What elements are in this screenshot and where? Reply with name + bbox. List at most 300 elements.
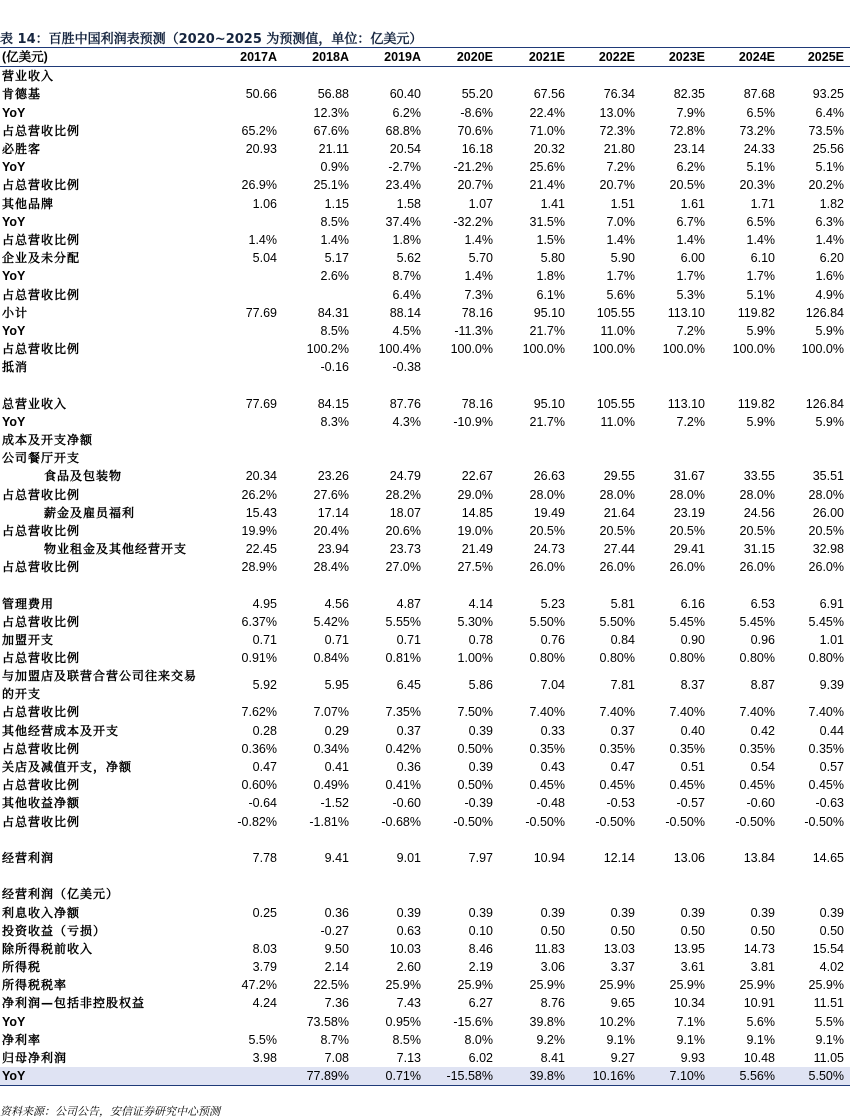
row-value: 2.19 [468, 960, 493, 975]
header-year: 2025E [781, 48, 850, 67]
row-value: 7.9% [676, 105, 705, 120]
row-value [355, 431, 427, 449]
row-value: 3.61 [680, 960, 705, 975]
row-value: 100.4% [378, 342, 421, 357]
table-row [0, 85, 850, 103]
row-label: 必胜客 [2, 142, 42, 157]
row-value: 76.34 [603, 87, 635, 102]
table-row [0, 631, 850, 649]
row-value [571, 376, 641, 394]
row-value: 25.9% [385, 978, 421, 993]
row-value: 68.8% [385, 123, 421, 138]
row-value [205, 376, 283, 394]
row-value: 25.9% [599, 978, 635, 993]
row-value: 5.9% [746, 323, 775, 338]
table-row [0, 322, 850, 340]
table-row [0, 794, 850, 812]
row-label: 占总营收比例 [2, 232, 81, 247]
row-value: -0.38 [392, 360, 421, 375]
row-value [711, 576, 781, 594]
row-value: 0.10 [468, 923, 493, 938]
row-value: 100.0% [732, 342, 775, 357]
row-value [205, 831, 283, 849]
row-value: 13.06 [673, 850, 705, 865]
row-label: 企业及未分配 [2, 251, 81, 266]
row-value [571, 831, 641, 849]
table-row [0, 285, 850, 303]
row-value: 15.54 [812, 941, 844, 956]
row-value: 27.6% [313, 487, 349, 502]
row-value [355, 885, 427, 903]
table-title: 表 14：百胜中国利润表预测（2020~2025 为预测值，单位：亿美元） [0, 32, 423, 47]
row-label: YoY [2, 269, 26, 284]
table-row [0, 1013, 850, 1031]
row-value: 5.9% [815, 323, 844, 338]
row-value: 100.0% [450, 342, 493, 357]
row-value [427, 449, 499, 467]
row-value: 0.9% [320, 160, 349, 175]
row-value: -8.6% [460, 105, 493, 120]
row-value: 20.93 [245, 142, 277, 157]
row-value: 0.41 [324, 760, 349, 775]
row-value: 0.28 [252, 723, 277, 738]
row-label: 占总营收比例 [2, 705, 81, 720]
table-row [0, 122, 850, 140]
header-year: 2022E [571, 48, 641, 67]
row-value: 113.10 [667, 305, 705, 320]
row-value: 20.54 [389, 142, 421, 157]
row-value [205, 267, 283, 285]
row-value: 20.5% [529, 523, 565, 538]
row-value: 25.6% [529, 160, 565, 175]
row-value: 4.3% [392, 414, 421, 429]
table-row [0, 140, 850, 158]
row-value: 0.71 [396, 633, 421, 648]
row-value: 0.91% [241, 651, 277, 666]
row-value [427, 576, 499, 594]
row-value: 11.0% [600, 323, 635, 338]
row-value: -1.81% [309, 814, 349, 829]
row-value: 0.35% [599, 741, 635, 756]
row-value: 0.71% [355, 1067, 427, 1086]
row-value: 95.10 [533, 305, 565, 320]
row-value: 37.4% [385, 214, 421, 229]
row-value: 5.56% [711, 1067, 781, 1086]
row-value: 22.5% [313, 978, 349, 993]
table-row [0, 486, 850, 504]
row-value [205, 867, 283, 885]
row-value: 1.4% [320, 232, 349, 247]
row-value: 26.0% [669, 560, 705, 575]
row-value: 6.00 [680, 251, 705, 266]
row-label: YoY [0, 1067, 205, 1086]
row-value: 8.7% [392, 269, 421, 284]
row-value: 9.27 [610, 1051, 635, 1066]
row-value [641, 831, 711, 849]
row-label: 抵消 [2, 360, 29, 375]
table-row [0, 740, 850, 758]
row-value: 1.01 [819, 633, 844, 648]
row-value [283, 431, 355, 449]
row-value: 72.8% [669, 123, 705, 138]
row-value: 13.03 [603, 941, 635, 956]
row-value: 22.45 [245, 542, 277, 557]
row-value: 5.17 [324, 251, 349, 266]
row-value [781, 358, 850, 376]
row-value: 1.51 [610, 196, 635, 211]
row-value [205, 340, 283, 358]
row-value: -11.3% [454, 323, 493, 338]
row-value [205, 158, 283, 176]
row-value: 20.5% [808, 523, 844, 538]
row-value [499, 576, 571, 594]
row-value [205, 322, 283, 340]
row-value: 5.50% [781, 1067, 850, 1086]
source-note: 资料来源：公司公告，安信证券研究中心预测 [0, 1105, 220, 1118]
row-value: 17.14 [317, 505, 349, 520]
table-row [0, 504, 850, 522]
row-value: 11.83 [534, 941, 565, 956]
row-value: 6.3% [815, 214, 844, 229]
row-value: 7.81 [610, 678, 635, 693]
table-row [0, 558, 850, 576]
row-value: 4.87 [396, 596, 421, 611]
row-label: YoY [2, 214, 26, 229]
row-value: 82.35 [673, 87, 705, 102]
row-value: 5.5% [815, 1014, 844, 1029]
row-value: 23.94 [317, 542, 349, 557]
row-value: 0.80% [739, 651, 775, 666]
row-value: -0.16 [320, 360, 349, 375]
row-value: 9.01 [396, 850, 421, 865]
row-label: 所得税 [2, 960, 42, 975]
row-value: 0.39 [819, 905, 844, 920]
table-row [0, 1049, 850, 1067]
row-value: 8.37 [680, 678, 705, 693]
row-value: 19.9% [241, 523, 277, 538]
row-value: 9.1% [676, 1032, 705, 1047]
row-value [711, 67, 781, 86]
table-row [0, 576, 850, 594]
row-value: 60.40 [389, 87, 421, 102]
row-value: 84.15 [317, 396, 349, 411]
row-value [781, 867, 850, 885]
row-value: 7.78 [252, 850, 277, 865]
row-value: 29.0% [457, 487, 493, 502]
row-label: 加盟开支 [2, 633, 55, 648]
row-value [571, 449, 641, 467]
row-value: 7.1% [676, 1014, 705, 1029]
row-value: 100.0% [801, 342, 844, 357]
row-value: 10.94 [533, 850, 565, 865]
row-value: 25.9% [529, 978, 565, 993]
row-value: 0.54 [750, 760, 775, 775]
row-value [205, 213, 283, 231]
row-value: 5.9% [746, 414, 775, 429]
row-value [641, 576, 711, 594]
row-value [781, 831, 850, 849]
row-value: 7.40% [529, 705, 565, 720]
row-value: 26.9% [241, 178, 277, 193]
row-value: 31.15 [743, 542, 775, 557]
row-value: 5.95 [324, 678, 349, 693]
row-value: 6.10 [750, 251, 775, 266]
row-value: 0.50 [610, 923, 635, 938]
row-value: 77.89% [283, 1067, 355, 1086]
row-label: 占总营收比例 [2, 741, 81, 756]
row-value: 23.14 [673, 142, 705, 157]
row-label: 关店及减值开支，净额 [2, 760, 133, 775]
row-value: 0.57 [819, 760, 844, 775]
row-value: 78.16 [461, 396, 493, 411]
row-value: 6.45 [396, 678, 421, 693]
row-value: 87.76 [389, 396, 421, 411]
row-value: 5.6% [746, 1014, 775, 1029]
row-value: 6.02 [468, 1051, 493, 1066]
row-value: 5.92 [252, 678, 277, 693]
row-value: 13.84 [743, 850, 775, 865]
row-value: 100.2% [306, 342, 349, 357]
row-value [499, 831, 571, 849]
row-label: 占总营收比例 [2, 487, 81, 502]
row-label: 薪金及雇员福利 [44, 505, 136, 520]
row-value: 20.5% [739, 523, 775, 538]
row-label: 食品及包装物 [44, 469, 123, 484]
row-value: 26.0% [808, 560, 844, 575]
row-value: 5.42% [313, 614, 349, 629]
row-value: 0.37 [610, 723, 635, 738]
table-row [0, 994, 850, 1012]
row-value: 4.14 [468, 596, 493, 611]
row-value: 1.8% [392, 232, 421, 247]
row-label [0, 831, 205, 849]
row-value: 5.45% [739, 614, 775, 629]
row-value: 21.80 [603, 142, 635, 157]
row-value: 27.0% [385, 560, 421, 575]
row-value: 0.76 [540, 633, 565, 648]
row-value: 4.9% [815, 287, 844, 302]
row-value: 1.00% [457, 651, 493, 666]
header-year: 2024E [711, 48, 781, 67]
row-value: 27.5% [457, 560, 493, 575]
row-value: 1.41 [540, 196, 565, 211]
row-value: 126.84 [805, 305, 844, 320]
row-value: 7.97 [468, 850, 493, 865]
row-value: 0.41% [385, 778, 421, 793]
row-value: 6.91 [819, 596, 844, 611]
row-label: 所得税税率 [2, 978, 68, 993]
table-body [0, 67, 850, 1086]
row-label: 占总营收比例 [2, 778, 81, 793]
row-value: 25.9% [669, 978, 705, 993]
row-label: 物业租金及其他经营开支 [44, 542, 188, 557]
row-label: 肯德基 [2, 87, 42, 102]
row-value [205, 922, 283, 940]
row-value [205, 413, 283, 431]
row-label: 归母净利润 [2, 1051, 68, 1066]
table-row [0, 267, 850, 285]
table-row [0, 304, 850, 322]
row-value: 1.15 [324, 196, 349, 211]
table-row [0, 813, 850, 831]
row-value: 73.5% [808, 123, 844, 138]
row-value: 25.9% [457, 978, 493, 993]
row-value: 0.45% [808, 778, 844, 793]
row-value: 9.50 [324, 941, 349, 956]
row-value: 0.34% [313, 741, 349, 756]
row-value: 7.07% [313, 705, 349, 720]
row-value: 7.36 [324, 996, 349, 1011]
row-value: 5.50% [599, 614, 635, 629]
row-value: 100.0% [662, 342, 705, 357]
row-value: 0.45% [739, 778, 775, 793]
row-value: 39.8% [499, 1067, 571, 1086]
table-row [0, 176, 850, 194]
row-value: 21.7% [529, 323, 565, 338]
table-row [0, 431, 850, 449]
row-label: 除所得税前收入 [2, 941, 94, 956]
row-value: 5.45% [669, 614, 705, 629]
table-row [0, 722, 850, 740]
table-row [0, 395, 850, 413]
row-value: -0.60 [392, 796, 421, 811]
row-value: 31.67 [673, 469, 705, 484]
row-value: 6.53 [750, 596, 775, 611]
row-value: 3.98 [252, 1051, 277, 1066]
row-value: 0.78 [468, 633, 493, 648]
row-value: 6.5% [746, 214, 775, 229]
table-row [0, 922, 850, 940]
row-value: 78.16 [461, 305, 493, 320]
row-value: 7.2% [606, 160, 635, 175]
row-value: 84.31 [317, 305, 349, 320]
row-value: 26.0% [529, 560, 565, 575]
row-value: 0.45% [529, 778, 565, 793]
row-value [571, 431, 641, 449]
row-value: 71.0% [529, 123, 565, 138]
table-row [0, 195, 850, 213]
row-value: 23.73 [389, 542, 421, 557]
row-value: 20.3% [739, 178, 775, 193]
row-value [499, 376, 571, 394]
row-value: 2.6% [320, 269, 349, 284]
row-value: 21.49 [461, 542, 493, 557]
row-value: 5.55% [385, 614, 421, 629]
row-value: 28.0% [669, 487, 705, 502]
row-value [499, 358, 571, 376]
row-value: 1.7% [606, 269, 635, 284]
row-value: 4.95 [252, 596, 277, 611]
row-value: 13.95 [673, 941, 705, 956]
row-value: 7.40% [599, 705, 635, 720]
row-value [499, 431, 571, 449]
row-value: 6.4% [392, 287, 421, 302]
row-value [641, 449, 711, 467]
row-value: 0.39 [540, 905, 565, 920]
row-value: 9.93 [680, 1051, 705, 1066]
row-value: 0.51 [680, 760, 705, 775]
row-value: 0.44 [819, 723, 844, 738]
row-value [205, 104, 283, 122]
row-value [641, 67, 711, 86]
row-label: YoY [2, 160, 26, 175]
row-value: 11.0% [600, 414, 635, 429]
row-value: 8.46 [468, 941, 493, 956]
row-value [781, 449, 850, 467]
row-label [0, 376, 205, 394]
row-value: 26.00 [812, 505, 844, 520]
row-value: 1.07 [468, 196, 493, 211]
row-value: 0.39 [468, 723, 493, 738]
row-value: 9.41 [324, 850, 349, 865]
row-value: 5.81 [610, 596, 635, 611]
row-value: 0.43 [540, 760, 565, 775]
table-row [0, 158, 850, 176]
row-value [283, 867, 355, 885]
row-value: 95.10 [533, 396, 565, 411]
row-value: -0.63 [815, 796, 844, 811]
header-row [0, 48, 850, 67]
row-value: 5.9% [815, 414, 844, 429]
row-value [205, 67, 283, 86]
row-value: 8.03 [252, 941, 277, 956]
row-label: 管理费用 [2, 596, 55, 611]
table-row [0, 958, 850, 976]
table-row [0, 231, 850, 249]
row-value [499, 885, 571, 903]
row-value: 0.71 [252, 633, 277, 648]
row-value: -0.50% [804, 814, 844, 829]
row-value [781, 576, 850, 594]
row-label: 净利率 [2, 1032, 42, 1047]
row-value: 9.1% [606, 1032, 635, 1047]
row-value: 5.5% [248, 1032, 277, 1047]
table-row [0, 849, 850, 867]
row-value: 0.45% [669, 778, 705, 793]
row-label: YoY [2, 1014, 26, 1029]
row-value: 0.33 [540, 723, 565, 738]
row-value: 0.80% [529, 651, 565, 666]
row-value: 26.0% [739, 560, 775, 575]
row-value: 7.62% [241, 705, 277, 720]
row-value: -15.58% [427, 1067, 499, 1086]
row-value: 24.73 [533, 542, 565, 557]
row-value: 3.37 [610, 960, 635, 975]
row-value: 9.1% [815, 1032, 844, 1047]
row-value: 28.2% [385, 487, 421, 502]
table-row [0, 249, 850, 267]
row-value: -0.60 [746, 796, 775, 811]
row-value: 1.6% [815, 269, 844, 284]
row-value: -2.7% [388, 160, 421, 175]
row-value [283, 831, 355, 849]
row-value: 10.48 [743, 1051, 775, 1066]
row-value: -0.82% [237, 814, 277, 829]
table-row [0, 831, 850, 849]
row-value: -0.50% [665, 814, 705, 829]
row-value: 28.9% [241, 560, 277, 575]
row-value: 7.2% [676, 323, 705, 338]
row-value: 6.4% [815, 105, 844, 120]
row-value [205, 576, 283, 594]
row-value: 8.5% [320, 214, 349, 229]
row-value [571, 867, 641, 885]
row-value [205, 285, 283, 303]
row-value: -32.2% [453, 214, 493, 229]
row-value [641, 358, 711, 376]
table-row [0, 758, 850, 776]
row-value: 16.18 [461, 142, 493, 157]
